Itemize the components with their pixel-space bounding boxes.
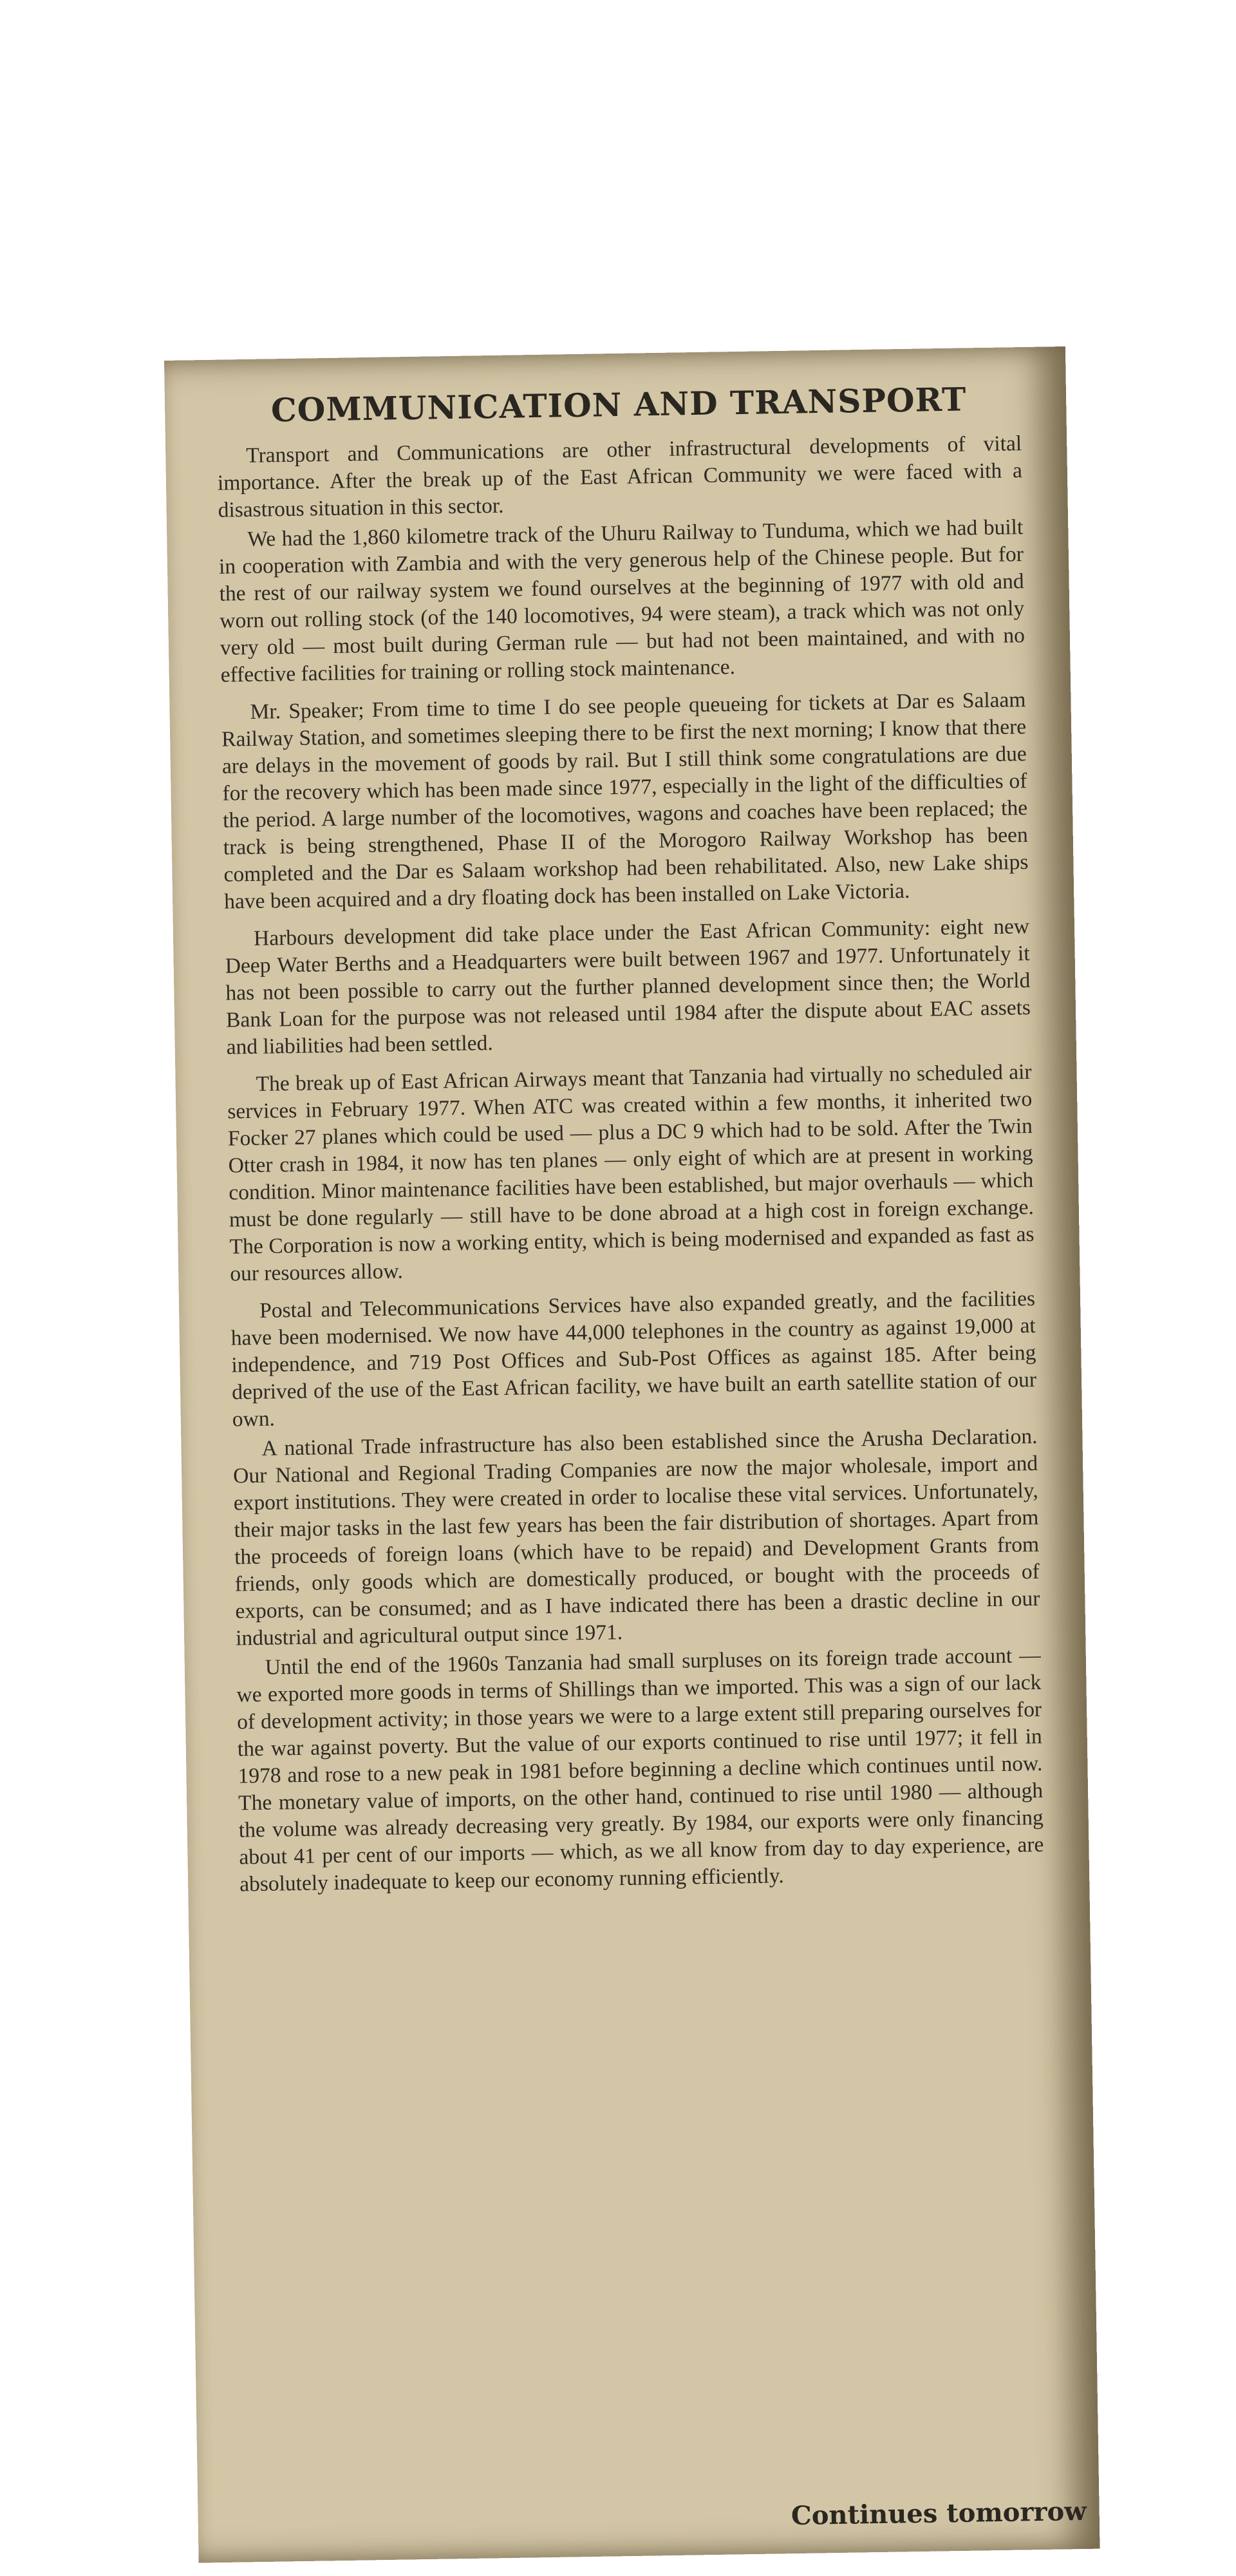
article-paragraph: Harbours development did take place under the East African Community: eight new Deep Water Berths and a Headquarters were built between 1967 and 1977. Unfortunately it has not been possible to carry out the further planned development since then; the World Bank Loan for the purpose was not released until 1984 after the dispute about EAC assets and liabilities had been settled. xyxy=(225,914,1031,1059)
article-paragraph: Postal and Telecommunications Services have also expanded greatly, and the facilities have been modernised. We now have 44,000 telephones in the country as against 19,000 at independence, and 719 Post Offices and Sub-Post Offices as against 185. After being deprived of the use of the East African facility, we have built an earth satellite station of our own. xyxy=(230,1286,1037,1432)
article-paragraph: Mr. Speaker; From time to time I do see people queueing for tickets at Dar es Salaam Railway Station, and sometimes sleeping there to be first the next morning; I know that there are delays in the movement of goods by rail. But I still think some congratulations are due for the recovery which has been made since 1977, especially in the light of the difficulties of the period. A large number of the locomotives, wagons and coaches have been replaced; the track is being strengthened, Phase II of the Morogoro Railway Workshop has been completed and the Dar es Salaam workshop had been rehabilitated. Also, new Lake ships have been acquired and a dry floating dock has been installed on Lake Victoria. xyxy=(221,688,1029,914)
continues-note: Continues tomorrow xyxy=(791,2496,1087,2532)
article-paragraph: A national Trade infrastructure has also been established since the Arusha Declaration. Our National and Regional Trading Companies are now the major wholesale, import and export institutions. They were created in order to localise these vital services. Unfortunately, their major tasks in the last few years has been the fair distribution of shortages. Apart from the proceeds of foreign loans (which have to be repaid) and Development Grants from friends, only goods which are domestically produced, or bought with the proceeds of exports, can be consumed; and as I have indicated there has been a drastic decline in our industrial and agricultural output since 1971. xyxy=(232,1424,1040,1651)
newspaper-clipping xyxy=(164,346,1100,2563)
article-paragraph: We had the 1,860 kilometre track of the Uhuru Railway to Tunduma, which we had built in cooperation with Zambia and with the very generous help of the Chinese people. But for the rest of our railway system we found ourselves at the beginning of 1977 with old and worn out rolling stock (of the 140 locomotives, 94 were steam), a track which was not only very old — most built during German rule — but had not been maintained, and with no effective facilities for training or rolling stock maintenance. xyxy=(218,515,1025,687)
article-paragraph: Until the end of the 1960s Tanzania had small surpluses on its foreign trade account — we exported more goods in terms of Shillings than we imported. This was a sign of our lack of development activity; in those years we were to a large extent still preparing ourselves for the war against poverty. But the value of our exports continued to rise until 1977; it fell in 1978 and rose to a new peak in 1981 before beginning a decline which continues until now. The monetary value of imports, on the other hand, continued to rise until 1980 — although the volume was already decreasing very greatly. By 1984, our exports were only financing about 41 per cent of our imports — which, as we all know from day to day experience, are absolutely inadequate to keep our economy running efficiently. xyxy=(236,1643,1044,1897)
article-paragraph: The break up of East African Airways meant that Tanzania had virtually no scheduled air services in February 1977. When ATC was created within a few months, it inherited two Focker 27 planes which could be used — plus a DC 9 which had to be sold. After the Twin Otter crash in 1984, it now has ten planes — only eight of which are at present in working condition. Minor maintenance facilities have been established, but major overhauls — which must be done regularly — still have to be done abroad at a high cost in foreign exchange. The Corporation is now a working entity, which is being modernised and expanded as fast as our resources allow. xyxy=(227,1059,1035,1286)
article-title: COMMUNICATION AND TRANSPORT xyxy=(270,380,967,430)
article-paragraph: Transport and Communications are other infrastructural developments of vital importance. After the break up of the East African Community we were faced with a disastrous situation in this sector. xyxy=(217,431,1023,522)
